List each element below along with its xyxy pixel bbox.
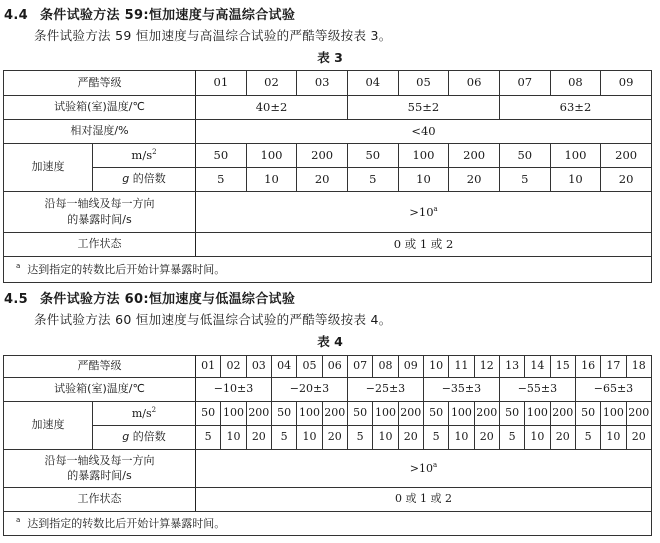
g-cell: 10: [550, 168, 601, 192]
ms2-cell: 100: [449, 402, 474, 426]
humidity-label: 相对湿度/%: [4, 120, 196, 144]
exposure-time-label: 沿每一轴线及每一方向 的暴露时间/s: [4, 192, 196, 233]
section-4-4-heading: [4, 4, 295, 23]
g-cell: 5: [347, 168, 398, 192]
temperature-label: 试验箱(室)温度/℃: [4, 96, 196, 120]
temperature-cell: 40±2: [196, 96, 348, 120]
g-cell: 5: [196, 168, 247, 192]
footnote: $^a$ 达到指定的转数比后开始计算暴露时间。: [4, 512, 652, 536]
grade-cell: 03: [297, 71, 348, 96]
section-number: 4.4: [4, 8, 28, 23]
ms2-cell: 100: [373, 402, 398, 426]
grade-cell: 18: [626, 356, 651, 378]
ms2-cell: 100: [601, 402, 626, 426]
ms2-cell: 50: [196, 402, 221, 426]
temperature-cell: −10±3: [196, 378, 272, 402]
table-3-caption: 表 3: [317, 50, 343, 65]
temperature-cell: −20±3: [271, 378, 347, 402]
ms2-cell: 200: [626, 402, 651, 426]
grade-cell: 13: [499, 356, 524, 378]
grade-cell: 11: [449, 356, 474, 378]
table-3: [3, 70, 652, 283]
g-cell: 5: [347, 426, 372, 450]
grade-cell: 07: [499, 71, 550, 96]
ms2-label: $m/s^2$: [93, 144, 196, 168]
g-cell: 20: [449, 168, 500, 192]
ms2-cell: 50: [499, 144, 550, 168]
g-cell: 10: [297, 426, 322, 450]
temperature-cell: 55±2: [347, 96, 499, 120]
severity-label: 严酷等级: [4, 356, 196, 378]
ms2-cell: 200: [297, 144, 348, 168]
grade-cell: 05: [297, 356, 322, 378]
section-title: 条件试验方法 60:恒加速度与低温综合试验: [40, 292, 296, 307]
g-cell: 5: [423, 426, 448, 450]
grade-cell: 14: [525, 356, 550, 378]
table-row-exposure-time: [4, 192, 652, 233]
ms2-cell: 200: [601, 144, 652, 168]
ms2-cell: 50: [347, 402, 372, 426]
g-cell: 20: [601, 168, 652, 192]
table-row-work-state: [4, 233, 652, 257]
exposure-time-cell: $>10^a$: [196, 450, 652, 488]
table-row-temperature: [4, 378, 652, 402]
grade-cell: 04: [347, 71, 398, 96]
g-cell: 20: [297, 168, 348, 192]
temperature-cell: −65±3: [575, 378, 651, 402]
ms2-cell: 100: [525, 402, 550, 426]
ms2-cell: 100: [550, 144, 601, 168]
table-row-acceleration-ms2: [4, 402, 652, 426]
grade-cell: 09: [398, 356, 423, 378]
section-4-4-paragraph: 条件试验方法 59 恒加速度与高温综合试验的严酷等级按表 3。: [34, 28, 392, 43]
g-multiple-label: g 的倍数: [93, 426, 196, 450]
work-state-cell: 0 或 1 或 2: [196, 488, 652, 512]
grade-cell: 02: [246, 71, 297, 96]
ms2-cell: 50: [499, 402, 524, 426]
work-state-label: 工作状态: [4, 488, 196, 512]
grade-cell: 02: [221, 356, 246, 378]
grade-cell: 06: [322, 356, 347, 378]
ms2-cell: 100: [221, 402, 246, 426]
ms2-label: $m/s^2$: [93, 402, 196, 426]
g-cell: 20: [322, 426, 347, 450]
acceleration-label: 加速度: [4, 144, 93, 192]
grade-cell: 01: [196, 356, 221, 378]
section-4-5-paragraph: 条件试验方法 60 恒加速度与低温综合试验的严酷等级按表 4。: [34, 312, 392, 327]
g-cell: 10: [246, 168, 297, 192]
ms2-cell: 100: [246, 144, 297, 168]
g-cell: 10: [398, 168, 449, 192]
g-cell: 10: [449, 426, 474, 450]
grade-cell: 04: [271, 356, 296, 378]
g-cell: 5: [196, 426, 221, 450]
table-row-work-state: [4, 488, 652, 512]
temperature-cell: −35±3: [423, 378, 499, 402]
grade-cell: 15: [550, 356, 575, 378]
severity-label: 严酷等级: [4, 71, 196, 96]
work-state-cell: 0 或 1 或 2: [196, 233, 652, 257]
g-cell: 5: [499, 168, 550, 192]
grade-cell: 12: [474, 356, 499, 378]
grade-cell: 08: [373, 356, 398, 378]
grade-cell: 01: [196, 71, 247, 96]
grade-cell: 08: [550, 71, 601, 96]
ms2-cell: 200: [474, 402, 499, 426]
table-row-acceleration-g: [4, 168, 652, 192]
g-cell: 10: [601, 426, 626, 450]
work-state-label: 工作状态: [4, 233, 196, 257]
grade-cell: 03: [246, 356, 271, 378]
ms2-cell: 200: [550, 402, 575, 426]
table-row-severity: [4, 356, 652, 378]
exposure-time-cell: $>10^a$: [196, 192, 652, 233]
exposure-time-label: 沿每一轴线及每一方向 的暴露时间/s: [4, 450, 196, 488]
table-4: [3, 355, 652, 536]
section-title: 条件试验方法 59:恒加速度与高温综合试验: [40, 8, 296, 23]
ms2-cell: 200: [449, 144, 500, 168]
ms2-cell: 100: [398, 144, 449, 168]
g-cell: 5: [499, 426, 524, 450]
ms2-cell: 200: [246, 402, 271, 426]
ms2-cell: 50: [423, 402, 448, 426]
temperature-cell: −25±3: [347, 378, 423, 402]
humidity-cell: <40: [196, 120, 652, 144]
table-row-severity: [4, 71, 652, 96]
table-row-footnote: [4, 512, 652, 536]
g-cell: 20: [626, 426, 651, 450]
ms2-cell: 200: [398, 402, 423, 426]
table-row-acceleration-ms2: [4, 144, 652, 168]
ms2-cell: 50: [271, 402, 296, 426]
grade-cell: 16: [575, 356, 600, 378]
grade-cell: 10: [423, 356, 448, 378]
ms2-cell: 200: [322, 402, 347, 426]
g-cell: 20: [398, 426, 423, 450]
grade-cell: 09: [601, 71, 652, 96]
table-row-temperature: [4, 96, 652, 120]
g-cell: 20: [246, 426, 271, 450]
grade-cell: 17: [601, 356, 626, 378]
g-cell: 5: [575, 426, 600, 450]
g-cell: 10: [373, 426, 398, 450]
table-row-exposure-time: [4, 450, 652, 488]
g-multiple-label: g 的倍数: [93, 168, 196, 192]
grade-cell: 07: [347, 356, 372, 378]
g-cell: 10: [221, 426, 246, 450]
temperature-label: 试验箱(室)温度/℃: [4, 378, 196, 402]
temperature-cell: 63±2: [499, 96, 651, 120]
ms2-cell: 50: [196, 144, 247, 168]
g-cell: 5: [271, 426, 296, 450]
acceleration-label: 加速度: [4, 402, 93, 450]
grade-cell: 05: [398, 71, 449, 96]
grade-cell: 06: [449, 71, 500, 96]
temperature-cell: −55±3: [499, 378, 575, 402]
g-cell: 20: [550, 426, 575, 450]
ms2-cell: 50: [347, 144, 398, 168]
ms2-cell: 100: [297, 402, 322, 426]
table-row-humidity: [4, 120, 652, 144]
section-4-5-heading: [4, 288, 295, 307]
footnote: $^a$ 达到指定的转数比后开始计算暴露时间。: [4, 257, 652, 283]
g-cell: 20: [474, 426, 499, 450]
table-row-acceleration-g: [4, 426, 652, 450]
table-4-caption: 表 4: [317, 334, 343, 349]
section-number: 4.5: [4, 292, 28, 307]
g-cell: 10: [525, 426, 550, 450]
ms2-cell: 50: [575, 402, 600, 426]
table-row-footnote: [4, 257, 652, 283]
